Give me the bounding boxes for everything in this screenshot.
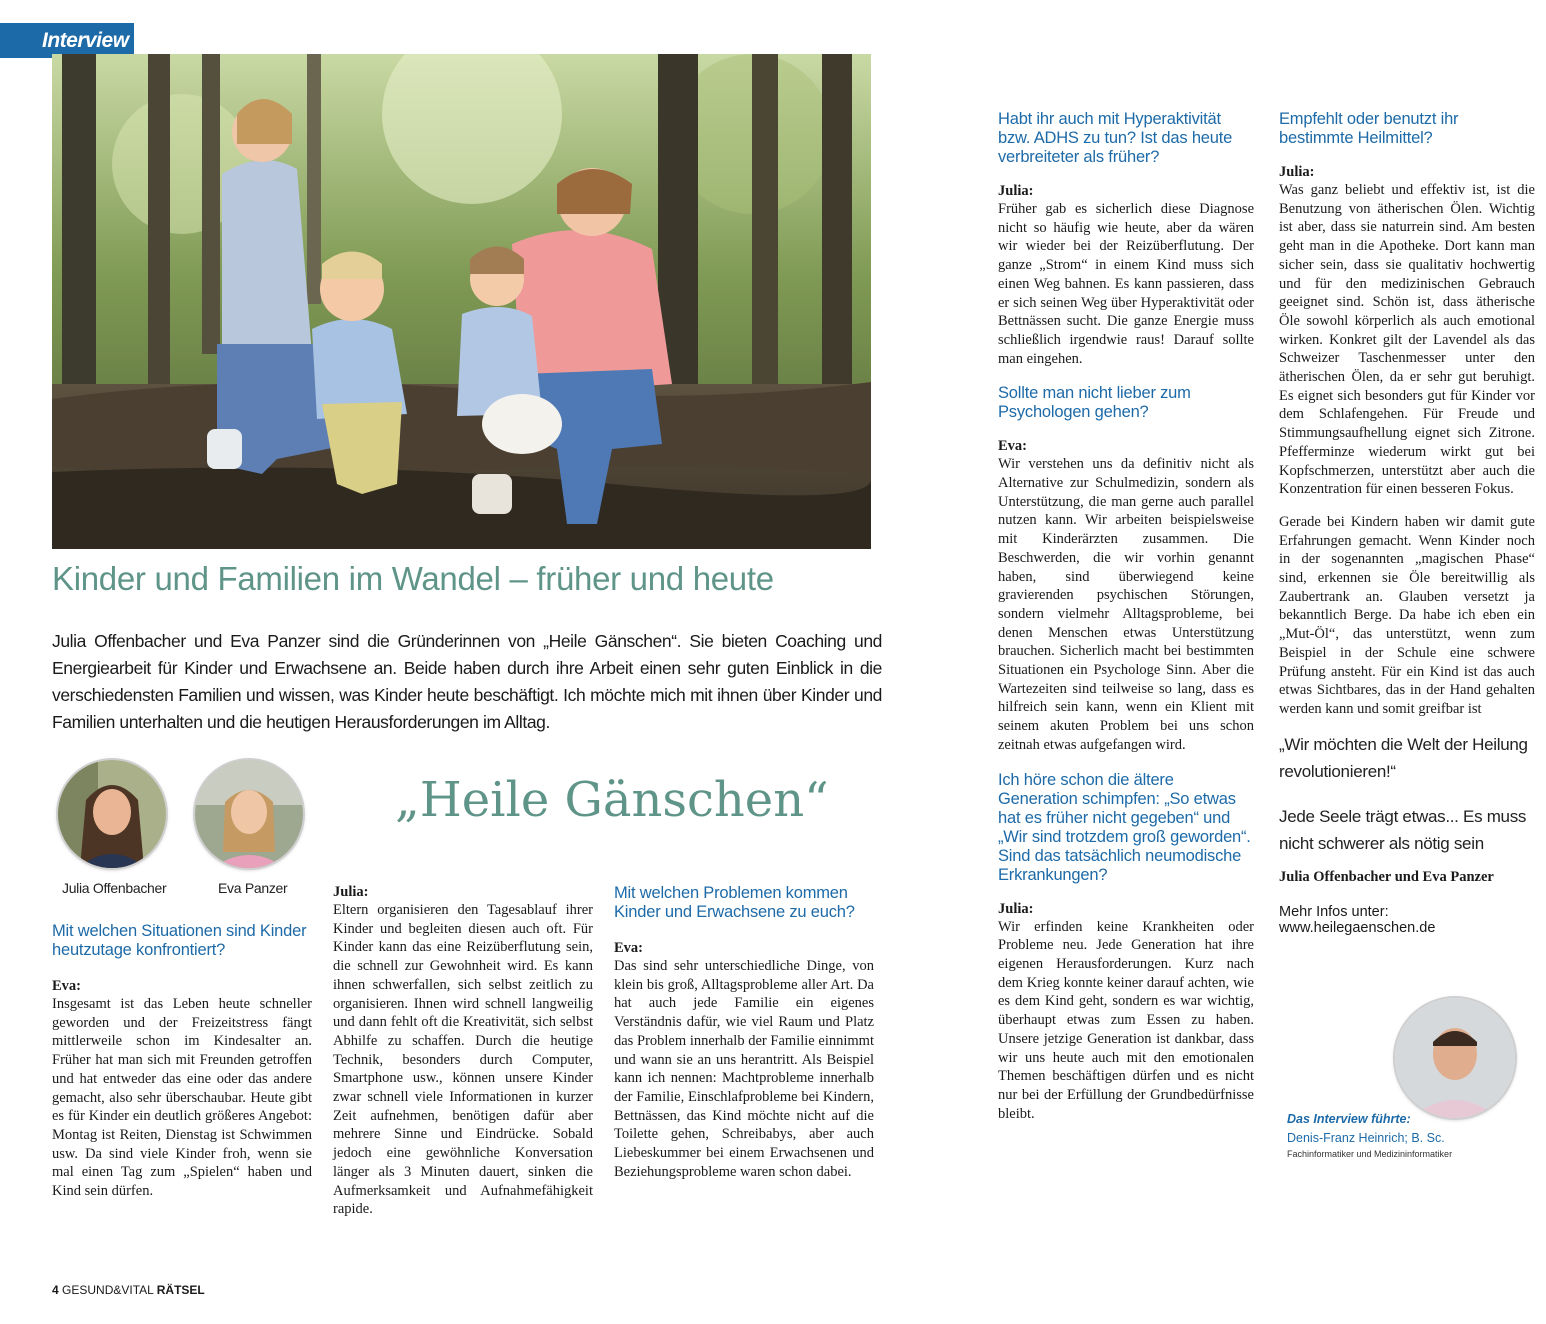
portrait-interviewer	[1395, 998, 1515, 1118]
pull-quote-revolution: „Wir möchten die Welt der Heilung revolutionieren!“	[1279, 734, 1528, 781]
question-adhs: Habt ihr auch mit Hyperaktivität bzw. ADHS zu tun? Ist das heute verbreiteter als früher?	[998, 110, 1233, 166]
more-info-label: Mehr Infos unter:	[1279, 903, 1389, 920]
column-3	[614, 884, 874, 1181]
magazine-section: RÄTSEL	[156, 1283, 205, 1297]
answer-text: Eltern organisieren den Tagesablauf ihrer Kinder und begleiten diesen auch oft. Für Kinder kann das eine Reizüberflutung sein, die schnell zur Gewohnheit wird. Es kann ihnen schwerfallen, sich selbst zeitlich zu organisieren. Ihnen wird schnell langweilig und dann fehlt oft die Kreativität, sich selbst Abhilfe zu schaffen. Durch die heutige Technik, besonders durch Computer, Smartphone usw., können unsere Kinder zwar schnell viele Informationen in kurzer Zeit aufnehmen, benötigen dafür aber mehrere Sinne und Eindrücke. Sobald jedoch eine gewöhnliche Konversation länger als 3 Minuten dauert, sinken die Aufmerksamkeit und Aufnahmefähigkeit rapide.	[333, 902, 593, 1218]
answer-text: Früher gab es sicherlich diese Diagnose nicht so häufig wie heute, aber da wären wir wieder bei der Reizüberflutung. Der ganze „Strom“ in einem Kind muss sich einen Weg bahnen. Es kann passieren, dass er sich seinen Weg über Hyperaktivität oder Bettnässen sucht. Die ganze Energie muss schließlich irgendwie raus! Darauf sollte man eingehen.	[998, 201, 1254, 367]
interviewer-label: Das Interview führte:	[1287, 1112, 1411, 1126]
speaker-label: Eva:	[52, 978, 81, 994]
portrait-eva	[195, 760, 303, 868]
speaker-label: Julia:	[333, 884, 369, 900]
pull-quote-title: „Heile Gänschen“	[395, 772, 829, 828]
page-number: 4	[52, 1283, 59, 1297]
speaker-label: Julia:	[998, 183, 1034, 199]
answer-text: Was ganz beliebt und effektiv ist, ist die Benutzung von ätherischen Ölen. Wichtig ist aber, dass sie naturrein sind. Am besten geht man in die Apotheke. Dort kann man sicher sein, dass sie qualitativ hochwertig und für den medizinischen Gebrauch geeignet sind. Schön ist, dass ätherische Öle sowohl körperlich als auch emotional wirken. Konkret gilt der Lavendel als das Schweizer Taschenmesser unter den ätherischen Ölen, da er sehr gut beruhigt. Es eignet sich besonders gut für Kinder vor dem Schlafengehen. Für Freude und Stimmungsaufhellung eignet sich Zitrone. Pfefferminze wiederum wirkt gut bei Kopfschmerzen, unterstützt aber auch die Konzentration für einen besseren Fokus.	[1279, 182, 1535, 498]
pull-quote-soul: Jede Seele trägt etwas... Es muss nicht schwerer als nötig sein	[1279, 806, 1527, 853]
section-tag: Interview	[0, 23, 134, 58]
speaker-label: Eva:	[614, 940, 643, 956]
page-footer	[52, 1283, 205, 1297]
portrait-name-julia: Julia Offenbacher	[62, 880, 167, 896]
question-situations: Mit welchen Situationen sind Kinder heutzutage konfrontiert?	[52, 922, 307, 959]
column-5	[1279, 110, 1535, 936]
speaker-label: Julia:	[1279, 164, 1315, 180]
column-2	[333, 884, 593, 1219]
hero-photo	[52, 54, 871, 549]
answer-text: Insgesamt ist das Leben heute schneller geworden und der Freizeitstress fängt mittlerweile schon im Kindesalter an. Früher hat man sich mit Freunden getroffen und hat entweder das eine oder das andere gemacht, also sehr überschaubar. Heute gibt es für Kinder ein deutlich größeres Angebot: Montag ist Reiten, Dienstag ist Schwimmen usw. Da sind viele Kinder froh, wenn sie mal einen Tag zum „Spielen“ haben und Kind sein dürfen.	[52, 996, 312, 1200]
question-remedies: Empfehlt oder benutzt ihr bestimmte Heilmittel?	[1279, 110, 1459, 147]
speaker-label: Julia:	[998, 900, 1034, 917]
interviewer-title: Fachinformatiker und Medizininformatiker	[1287, 1149, 1453, 1159]
answer-text: Das sind sehr unterschiedliche Dinge, von klein bis groß, Alltagsprobleme aller Art. Da hat auch jede Familie ein eigenes Verständnis dafür, wie viel Raum und Platz das Problem innerhalb der Familie einnimmt und wann sie an uns herantritt. Als Beispiel kann ich nennen: Machtprobleme innerhalb der Familie, Einschlafprobleme bei Kindern, Bettnässen, das Kind möchte nicht auf die Toilette gehen, Schreibabys, aber auch Liebeskummer bei einem Erwachsenen und Beziehungsprobleme waren schon dabei.	[614, 958, 874, 1180]
answer-text-continued: Gerade bei Kindern haben wir damit gute Erfahrungen gemacht. Wenn Kinder noch in der sogenannten „magischen Phase“ sind, erkennen sie Öle bereitwillig als Zaubertrank an. Glauben versetzt ja bekanntlich Berge. Da habe ich eben ein „Mut-Öl“, das unterstützt, wenn zum Beispiel in der Schule eine schwere Prüfung ansteht. Für ein Kind ist das auch etwas Sichtbares, das in der Hand gehalten werden kann und somit greifbar ist	[1279, 513, 1535, 717]
article-headline: Kinder und Familien im Wandel – früher und heute	[52, 560, 774, 597]
question-problems: Mit welchen Problemen kommen Kinder und Erwachsene zu euch?	[614, 884, 855, 921]
question-psychologist: Sollte man nicht lieber zum Psychologen gehen?	[998, 384, 1191, 422]
interviewer-name: Denis-Franz Heinrich; B. Sc.	[1287, 1131, 1445, 1145]
speaker-label: Eva:	[998, 438, 1027, 455]
article-intro: Julia Offenbacher und Eva Panzer sind die Gründerinnen von „Heile Gänschen“. Sie bieten Coaching und Energiearbeit für Kinder und Erwachsene an. Beide haben durch ihre Arbeit einen sehr guten Einblick in die verschiedensten Familien und wissen, was Kinder heute beschäftigt. Ich möchte mich mit ihnen über Kinder und Familien unterhalten und die heutigen Herausforderungen im Alltag.	[52, 631, 882, 732]
answer-text: Wir verstehen uns da definitiv nicht als Alternative zur Schulmedizin, sondern als Unterstützung, die man gerne auch parallel nutzen kann. Wir arbeiten beispielsweise mit Kinderärzten zusammen. Die Beschwerden, die wir vorhin genannt haben, sind überwiegend keine gravierenden psychischen Störungen, sondern vielmehr Alltagsprobleme, bei denen Menschen etwas Unterstützung brauchen. Sicherlich macht bei bestimmten Situationen ein Psychologe Sinn. Aber die Wartezeiten sind teilweise so lang, dass es hilfreich sein kann, wenn ein Klient mit seinem akuten Problem bei uns schon zeitnah etwas aufgefangen wird.	[998, 456, 1254, 753]
portrait-julia	[58, 760, 166, 868]
signature: Julia Offenbacher und Eva Panzer	[1279, 868, 1494, 885]
magazine-name: GESUND&VITAL	[62, 1283, 154, 1297]
portrait-name-eva: Eva Panzer	[218, 880, 288, 896]
question-older-generation: Ich höre schon die ältere Generation schimpfen: „So etwas hat es früher nicht gegeben“ und „Wir sind trotzdem groß geworden“. Sind das tatsächlich neumodische Erkrankungen?	[998, 770, 1251, 884]
answer-text: Wir erfinden keine Krankheiten oder Probleme neu. Jede Generation hat ihre eigenen Herausforderungen. Kurz nach dem Krieg konnte keiner darauf achten, wie es dem Kind geht, sondern es war wichtig, überhaupt etwas zum Essen zu haben. Unsere jetzige Generation ist dankbar, dass wir uns heute auch mit den emotionalen Themen beschäftigen dürfen und es nicht nur bei der Erfüllung der Grundbedürfnisse bleibt.	[998, 918, 1254, 1122]
column-1	[52, 922, 312, 1201]
website-link[interactable]: www.heilegaenschen.de	[1279, 919, 1436, 936]
column-4	[998, 110, 1254, 1123]
